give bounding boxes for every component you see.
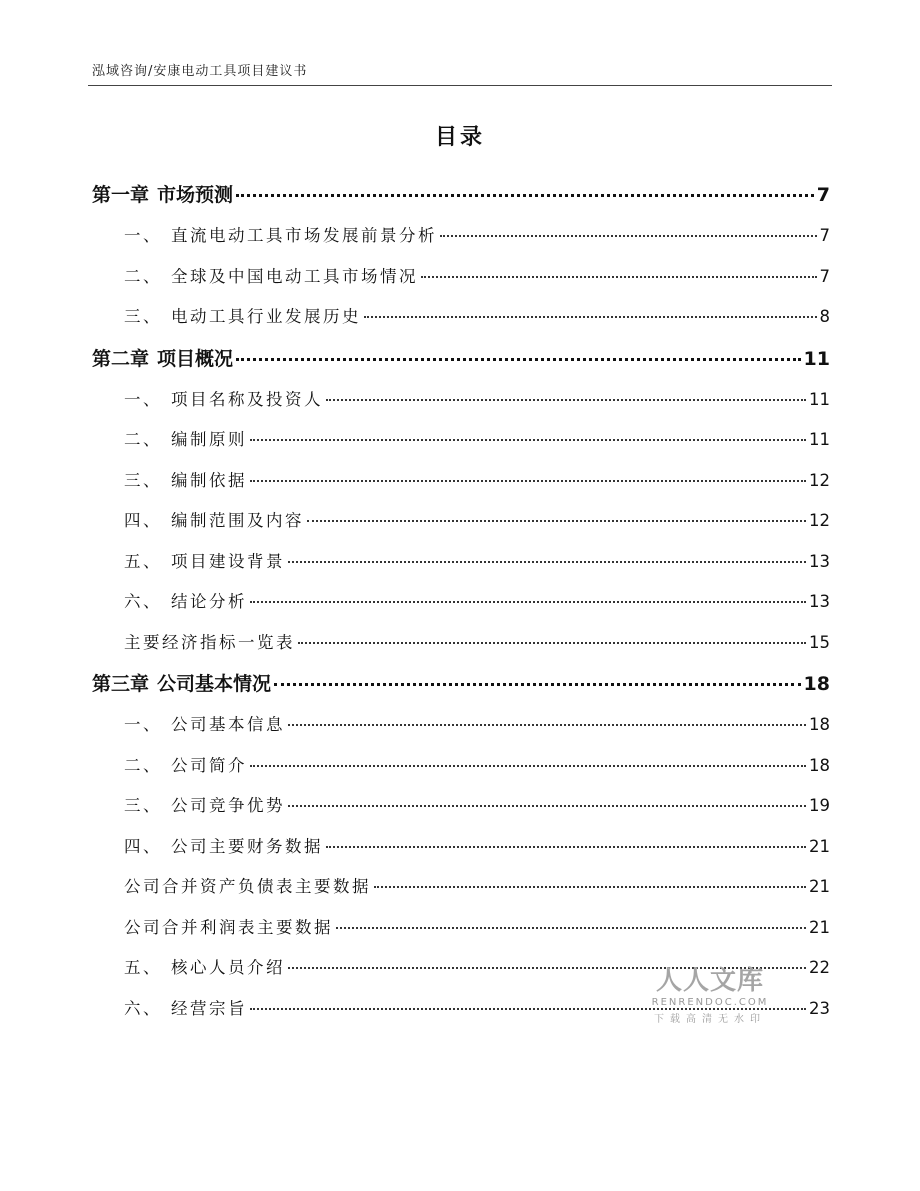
toc-entry-label bbox=[124, 746, 247, 787]
page-number: 21 bbox=[809, 836, 830, 856]
entry-title: 主要经济指标一览表 bbox=[124, 632, 295, 652]
toc-entry-label bbox=[124, 582, 247, 623]
section-number: 三、 bbox=[124, 470, 162, 490]
dot-leader bbox=[440, 235, 817, 237]
toc-entry-label bbox=[124, 948, 285, 989]
toc-section-entry[interactable] bbox=[92, 297, 830, 338]
entry-title: 公司基本信息 bbox=[171, 715, 285, 734]
page-header: 泓域咨询/安康电动工具项目建议书 bbox=[92, 64, 308, 79]
page-number: 21 bbox=[809, 877, 830, 896]
chapter-number: 第三章 bbox=[92, 673, 150, 695]
watermark bbox=[648, 960, 772, 1025]
watermark-site: RENRENDOC.COM bbox=[651, 997, 769, 1008]
dot-leader bbox=[250, 480, 806, 482]
toc-section-entry[interactable] bbox=[92, 908, 830, 949]
toc-section-entry[interactable] bbox=[92, 216, 830, 257]
entry-title: 公司主要财务数据 bbox=[171, 836, 323, 856]
header-rule bbox=[88, 85, 832, 86]
entry-title: 项目名称及投资人 bbox=[171, 389, 323, 409]
toc-section-entry[interactable] bbox=[92, 705, 830, 746]
section-number: 六、 bbox=[124, 592, 162, 611]
page-number: 11 bbox=[809, 430, 830, 449]
page-number: 7 bbox=[816, 184, 830, 206]
toc-section-entry[interactable] bbox=[92, 786, 830, 827]
dot-leader bbox=[236, 194, 814, 197]
chapter-number: 第一章 bbox=[92, 184, 150, 206]
entry-title: 编制依据 bbox=[171, 470, 247, 490]
section-number: 五、 bbox=[124, 958, 162, 977]
toc-section-entry[interactable] bbox=[92, 582, 830, 623]
section-number: 三、 bbox=[124, 307, 162, 326]
entry-title: 公司基本情况 bbox=[157, 673, 272, 695]
section-number: 二、 bbox=[124, 266, 162, 286]
section-number: 四、 bbox=[124, 511, 162, 530]
entry-title: 项目概况 bbox=[157, 347, 234, 370]
section-number: 一、 bbox=[124, 715, 162, 734]
entry-title: 项目建设背景 bbox=[171, 551, 285, 571]
toc-section-entry[interactable] bbox=[92, 501, 830, 542]
toc-entry-label bbox=[124, 786, 285, 827]
dot-leader bbox=[364, 316, 817, 318]
toc-section-entry[interactable] bbox=[92, 380, 830, 421]
toc-section-entry[interactable] bbox=[92, 746, 830, 787]
toc-section-entry[interactable] bbox=[92, 257, 830, 298]
table-of-contents bbox=[92, 174, 830, 1029]
toc-entry-label bbox=[124, 827, 323, 868]
toc-entry-label bbox=[124, 501, 304, 542]
section-number: 二、 bbox=[124, 430, 162, 449]
page-number: 22 bbox=[809, 958, 830, 977]
entry-title: 电动工具行业发展历史 bbox=[171, 307, 361, 326]
entry-title: 经营宗旨 bbox=[171, 998, 247, 1018]
page-number: 11 bbox=[803, 347, 830, 370]
toc-entry-label bbox=[124, 297, 361, 338]
page-number: 18 bbox=[803, 673, 830, 695]
entry-title: 公司合并资产负债表主要数据 bbox=[124, 877, 371, 896]
toc-chapter-entry[interactable] bbox=[92, 174, 830, 216]
toc-chapter-entry[interactable] bbox=[92, 663, 830, 705]
toc-entry-label bbox=[124, 420, 247, 461]
page-number: 21 bbox=[809, 917, 830, 937]
dot-leader bbox=[250, 439, 806, 441]
toc-entry-label bbox=[124, 908, 333, 949]
dot-leader bbox=[326, 399, 806, 401]
toc-title: 目录 bbox=[434, 125, 485, 150]
toc-entry-label bbox=[92, 663, 271, 705]
page-number: 18 bbox=[809, 755, 830, 775]
entry-title: 直流电动工具市场发展前景分析 bbox=[171, 226, 437, 245]
watermark-logo-text: 人人文库 bbox=[655, 966, 764, 996]
toc-section-entry[interactable] bbox=[92, 623, 830, 664]
toc-section-entry[interactable] bbox=[92, 420, 830, 461]
dot-leader bbox=[236, 358, 801, 361]
dot-leader bbox=[250, 601, 806, 603]
toc-entry-label bbox=[124, 542, 285, 583]
entry-title: 市场预测 bbox=[157, 184, 234, 206]
page-number: 8 bbox=[819, 307, 830, 326]
toc-entry-label bbox=[124, 867, 371, 908]
toc-entry-label bbox=[124, 380, 323, 421]
toc-entry-label bbox=[124, 216, 437, 257]
section-number: 一、 bbox=[124, 389, 162, 409]
dot-leader bbox=[307, 520, 806, 522]
toc-section-entry[interactable] bbox=[92, 461, 830, 502]
entry-title: 公司竞争优势 bbox=[171, 796, 285, 815]
section-number: 四、 bbox=[124, 836, 162, 856]
entry-title: 核心人员介绍 bbox=[171, 958, 285, 977]
toc-entry-label bbox=[124, 461, 247, 502]
dot-leader bbox=[336, 927, 806, 929]
dot-leader bbox=[288, 805, 806, 807]
dot-leader bbox=[250, 765, 806, 767]
dot-leader bbox=[288, 724, 806, 726]
dot-leader bbox=[374, 886, 806, 888]
section-number: 二、 bbox=[124, 755, 162, 775]
page-number: 13 bbox=[809, 592, 830, 611]
dot-leader bbox=[288, 561, 806, 563]
section-number: 三、 bbox=[124, 796, 162, 815]
section-number: 一、 bbox=[124, 226, 162, 245]
toc-entry-label bbox=[92, 174, 233, 216]
dot-leader bbox=[274, 683, 801, 686]
page-number: 11 bbox=[809, 389, 830, 409]
section-number: 五、 bbox=[124, 551, 162, 571]
page-number: 19 bbox=[809, 796, 830, 815]
dot-leader bbox=[421, 276, 817, 278]
toc-section-entry[interactable] bbox=[92, 867, 830, 908]
page-number: 18 bbox=[809, 715, 830, 734]
toc-entry-label bbox=[124, 989, 247, 1030]
entry-title: 全球及中国电动工具市场情况 bbox=[171, 266, 418, 286]
page-number: 15 bbox=[809, 632, 830, 652]
page-number: 12 bbox=[809, 511, 830, 530]
page-number: 7 bbox=[819, 266, 830, 286]
chapter-number: 第二章 bbox=[92, 347, 150, 370]
toc-entry-label bbox=[124, 257, 418, 298]
section-number: 六、 bbox=[124, 998, 162, 1018]
page-number: 12 bbox=[809, 470, 830, 490]
entry-title: 结论分析 bbox=[171, 592, 247, 611]
dot-leader bbox=[298, 642, 806, 644]
toc-entry-label bbox=[124, 705, 285, 746]
page-number: 7 bbox=[819, 226, 830, 245]
watermark-tagline: 下载高清无水印 bbox=[654, 1014, 766, 1025]
toc-chapter-entry[interactable] bbox=[92, 338, 830, 380]
entry-title: 公司合并利润表主要数据 bbox=[124, 917, 333, 937]
entry-title: 公司简介 bbox=[171, 755, 247, 775]
page-number: 23 bbox=[809, 998, 830, 1018]
dot-leader bbox=[326, 846, 806, 848]
toc-entry-label bbox=[124, 623, 295, 664]
toc-section-entry[interactable] bbox=[92, 827, 830, 868]
entry-title: 编制原则 bbox=[171, 430, 247, 449]
toc-entry-label bbox=[92, 338, 233, 380]
page-number: 13 bbox=[809, 551, 830, 571]
toc-section-entry[interactable] bbox=[92, 542, 830, 583]
entry-title: 编制范围及内容 bbox=[171, 511, 304, 530]
